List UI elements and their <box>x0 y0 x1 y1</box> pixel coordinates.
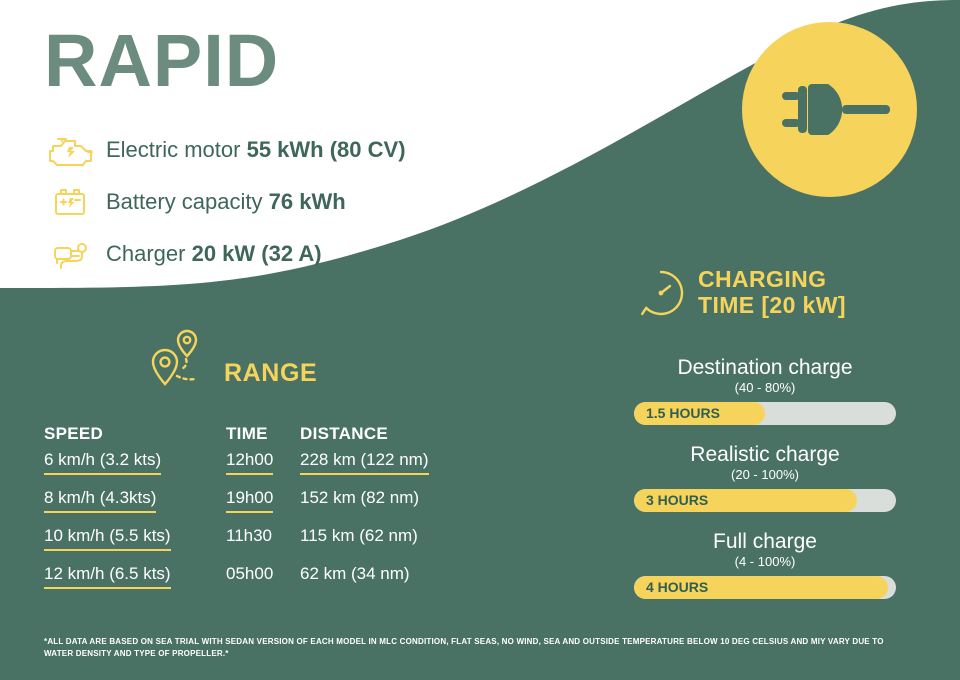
spec-row-battery <box>44 178 406 226</box>
charge-block-destination <box>634 356 896 425</box>
range-time-1: 12h00 <box>226 450 273 475</box>
spec-label-motor: Electric motor <box>106 137 247 162</box>
spec-text-battery <box>106 189 346 215</box>
range-distance-4: 62 km (34 nm) <box>300 564 410 583</box>
table-row <box>44 488 474 526</box>
range-distance-3: 115 km (62 nm) <box>300 526 418 545</box>
spec-list <box>44 126 406 282</box>
spec-value-motor: 55 kWh (80 CV) <box>246 137 406 162</box>
charge-range-destination: (40 - 80%) <box>734 380 796 396</box>
range-label: RANGE <box>224 359 318 387</box>
range-speed-3: 10 km/h (5.5 kts) <box>44 526 171 551</box>
range-speed-2: 8 km/h (4.3kts) <box>44 488 156 513</box>
charging-heading-line1: CHARGING <box>698 266 827 292</box>
spec-row-motor <box>44 126 406 174</box>
gauge-icon <box>634 266 688 320</box>
charge-block-realistic <box>634 443 896 512</box>
footnote: *ALL DATA ARE BASED ON SEA TRIAL WITH SEDAN VERSION OF EACH MODEL IN MLC CONDITION, FLAT SEAS, NO WIND, SEA AND OUTSIDE TEMPERATURE BELOW 10 DEG CELSIUS AND MIY VARY DUE TO WATER DENSITY AND TYPE OF PROPELLER.* <box>44 637 884 658</box>
range-speed-4: 12 km/h (6.5 kts) <box>44 564 171 589</box>
range-header-distance: DISTANCE <box>300 424 389 443</box>
table-row <box>44 564 474 602</box>
motor-icon <box>44 130 96 170</box>
range-header-speed: SPEED <box>44 424 104 443</box>
range-time-4: 05h00 <box>226 564 274 583</box>
charge-title-destination: Destination charge <box>677 356 853 379</box>
charger-plug-icon <box>44 234 96 274</box>
spec-label-charger: Charger <box>106 241 192 266</box>
range-speed-1: 6 km/h (3.2 kts) <box>44 450 161 475</box>
charge-bar-realistic <box>634 489 896 512</box>
charging-bars <box>634 356 896 617</box>
charge-range-full: (4 - 100%) <box>734 554 796 570</box>
range-distance-1: 228 km (122 nm) <box>300 450 429 475</box>
charging-time-heading <box>634 266 846 320</box>
spec-value-battery: 76 kWh <box>268 189 346 214</box>
range-distance-2: 152 km (82 nm) <box>300 488 420 507</box>
map-pins-icon <box>146 326 220 396</box>
charge-bar-full <box>634 576 896 599</box>
charge-value-realistic: 3 HOURS <box>646 492 709 509</box>
plug-badge-icon <box>742 22 917 197</box>
charge-block-full <box>634 530 896 599</box>
charge-range-realistic: (20 - 100%) <box>731 467 799 483</box>
range-table <box>44 424 474 602</box>
charge-bar-destination <box>634 402 896 425</box>
range-time-3: 11h30 <box>226 526 273 545</box>
charging-heading-line2: TIME [20 kW] <box>698 291 846 318</box>
spec-row-charger <box>44 230 406 278</box>
spec-text-motor <box>106 137 406 163</box>
page-title: RAPID <box>44 19 280 102</box>
spec-value-charger: 20 kW (32 A) <box>191 241 322 266</box>
range-header-time: TIME <box>226 424 268 443</box>
table-row <box>44 450 474 488</box>
range-table-header <box>44 424 474 444</box>
charging-time-label <box>698 266 846 318</box>
table-row <box>44 526 474 564</box>
spec-label-battery: Battery capacity <box>106 189 269 214</box>
battery-icon <box>44 182 96 222</box>
charge-title-realistic: Realistic charge <box>690 443 840 467</box>
charge-value-full: 4 HOURS <box>646 579 709 596</box>
charge-value-destination: 1.5 HOURS <box>646 405 720 422</box>
charge-title-full: Full charge <box>713 530 817 554</box>
range-heading <box>146 326 317 396</box>
range-time-2: 19h00 <box>226 488 273 513</box>
spec-text-charger <box>106 241 322 267</box>
